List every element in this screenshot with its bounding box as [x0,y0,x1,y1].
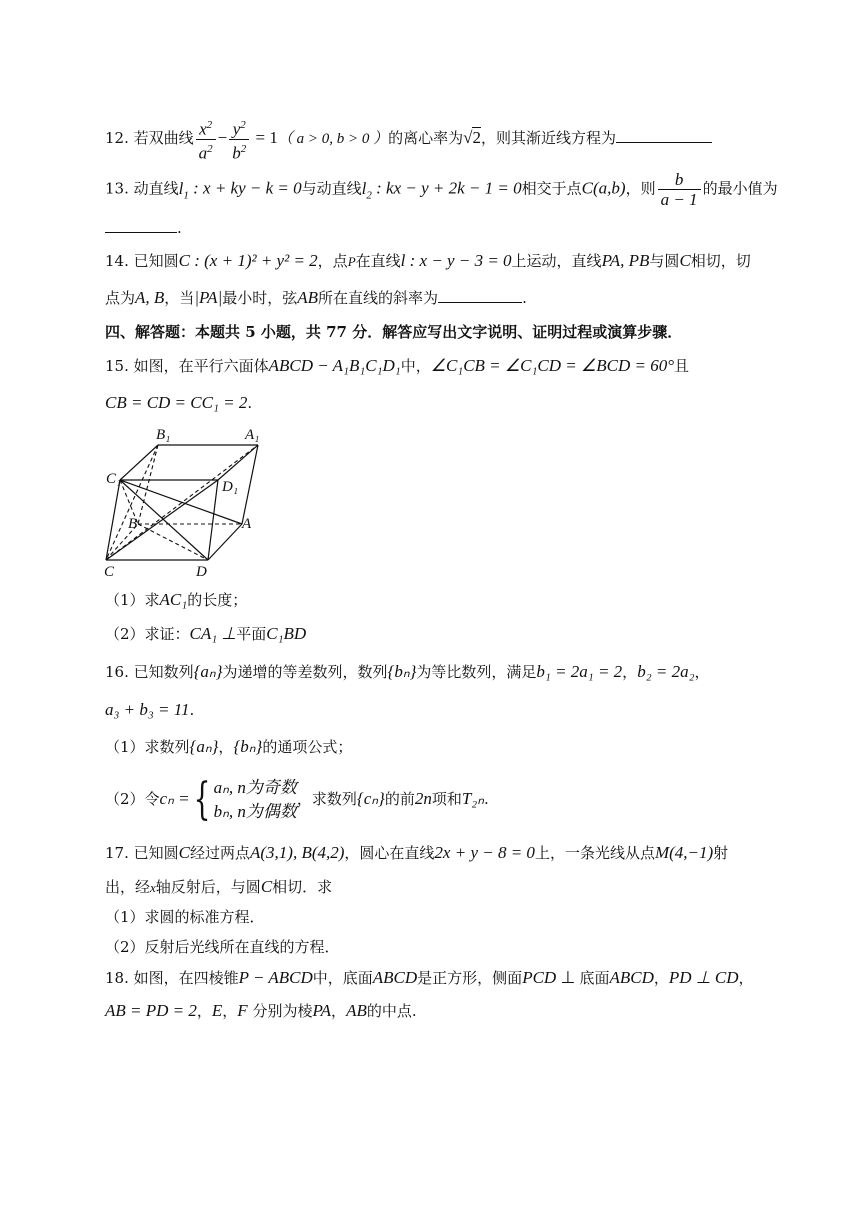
q12-condition: （ a > 0, b > 0 ） [277,131,389,148]
q16-sub2-text-d: 项和 [431,790,462,808]
q18-e: E [211,1001,223,1020]
diag-b1-c [106,445,158,560]
q17-text-2b: 轴反射后，与圆 [155,878,261,896]
q18-ab: AB [346,1001,367,1020]
q18-comma2: ， [738,969,754,987]
q17-points: A(3,1), B(4,2) [249,843,345,862]
q17-text-2a: 出，经 [105,878,151,896]
q17-text-d: 上，一条光线从点 [534,844,655,862]
q13-answer-blank[interactable] [105,218,177,233]
q13-l1: $l_1$ [178,178,189,201]
q14-line-eq: l : x − y − 3 = 0 [400,251,512,270]
q16-t2n: T₂ₙ [461,789,484,808]
q16-comma: ， [622,663,638,681]
q16-cond1: b₁ = 2a₁ = 2 [536,662,623,681]
q18-abcd: ABCD [372,968,418,987]
q18-lengths: AB = PD = 2 [105,1001,197,1020]
q16-an: {aₙ} [193,662,223,681]
q14-text-f: 相切，切 [690,252,751,270]
q13-text-e: 的最小值为 [702,179,778,198]
q14-text-b: ，点 [317,252,348,270]
q18-pcd: PCD [522,968,557,987]
q17-c: C [178,843,190,862]
q17-c2: C [260,877,273,896]
q15-line2 [105,393,252,413]
diag-c-d1 [106,480,218,560]
q18-line2 [105,1001,417,1021]
q18-text-c: 是正方形，侧面 [417,969,523,987]
q13-l1-eq: : x + ky − k = 0 [188,178,302,198]
q17-line1 [105,843,728,863]
q15-line1 [105,356,689,376]
q13-number: 13. [105,179,134,198]
q18-line1 [105,968,754,988]
q14-ab: A, B [135,288,165,307]
q13-end: . [177,219,182,237]
label-a1: A₁ [245,427,260,443]
q18-abcd2: ABCD [609,968,654,987]
q17-line-eq: 2x + y − 8 = 0 [434,843,535,862]
q15-angles: ∠C₁CB = ∠C₁CD = ∠BCD = 60° [430,356,674,375]
q16-case1: aₙ, n为奇数 [213,778,297,797]
q18-pd-cd: PD ⊥ CD [668,968,739,987]
q15-solid: ABCD − A₁B₁C₁D₁ [268,356,401,375]
q13-text-a: 动直线 [133,179,179,198]
q13-text-b: 与动直线 [301,179,362,198]
q12-answer-blank[interactable] [616,128,712,143]
q17-sub1: （1）求圆的标准方程． [105,908,265,926]
q12-frac-x: $\frac{x^2}{a^2}$ [196,116,216,162]
q12-sqrt-value: 2 [472,128,481,148]
q15-sub2-math2: C₁BD [266,624,307,643]
q16-text-c: 为等比数列，满足 [416,663,537,681]
q15-sub1-text-a: （1）求 [105,591,160,609]
label-b1: B₁ [156,427,171,443]
q14-line2 [105,288,527,308]
q18-text-d: 底面 [579,969,610,987]
q18-perp: ⊥ [556,968,580,987]
q15-line2-end: . [247,394,253,412]
q14-ab2: AB [297,288,319,307]
q14-text-d: 上运动，直线 [511,252,602,270]
q18-text-b: 中，底面 [312,969,373,987]
q15-text-b: 中， [400,357,431,375]
q17-text-2c: 相切．求 [272,878,333,896]
q14-text-a: 已知圆 [133,252,179,270]
q17-m: M(4,−1) [654,843,714,862]
q14-line1 [105,251,751,272]
q15-sub2-text-a: （2）求证： [105,625,190,643]
parallelepiped-figure [100,422,270,582]
label-c: C [104,564,115,580]
q14-text-2d: 所在直线的斜率为 [318,289,439,307]
q15-text-a: 15. 如图，在平行六面体 [105,357,269,375]
q14-text-2a: 点为 [105,289,136,307]
q17-x: x [150,880,156,895]
q18-text-2f: 的中点. [366,1002,417,1020]
q14-text-c: 在直线 [355,252,401,270]
q16-sub2-end: . [483,790,489,808]
q12-text-post: ，则其渐近线方程为 [480,129,616,148]
q16-sub2-text-a: （2）令 [105,790,160,808]
q16-sub1-an: {aₙ} [189,737,219,756]
q16-text-b: 为递增的等差数列，数列 [222,663,388,681]
q15-sub1-math: AC₁ [159,590,188,609]
q13-frac-den: a − 1 [660,190,698,209]
q15-sub2-math1: CA₁ ⊥ [189,624,237,643]
q16-cond2: b₂ = 2a₂ [637,662,695,681]
q13-line2 [105,218,182,238]
q12-number: 12. [105,129,134,148]
q18-text-2e: ， [331,1002,347,1020]
q16-sub2 [105,776,489,824]
label-b: B [128,516,138,532]
section-4-heading: 四、解答题：本题共 5 小题，共 77 分．解答应写出文字说明、证明过程或演算步骤． [105,323,683,341]
q16-cn-set: {cₙ} [356,789,385,808]
q16-bn: {bₙ} [387,662,417,681]
edge-c1-b1 [120,445,158,480]
q14-answer-blank[interactable] [438,288,522,303]
q16-cases [214,776,297,824]
q13-text-c: 相交于点 [521,179,582,198]
q17-sub2: （2）反射后光线所在直线的方程． [105,938,340,956]
q18-comma: ， [653,969,669,987]
edge-c1-c [106,480,120,560]
q16-sub1-text-c: 的通项公式； [262,738,353,756]
q13-frac-num: b [658,170,701,190]
q14-pa-abs: |PA| [194,288,223,307]
q12-line: 12. 若双曲线 $\frac{x^2}{a^2}$ − $\frac{y^2}{b^2}$ = 1（ a > 0, b > 0 ）的离心率为√2，则其渐近线方程为 [105,116,712,162]
q13-l2-eq: : kx − y + 2k − 1 = 0 [371,178,522,198]
q17-text-b: 经过两点 [189,844,250,862]
q18-text-2d: 分别为棱 [247,1002,313,1020]
q13-l2: $l_2$ [361,178,372,201]
q16-cn-def: cₙ = [159,789,190,808]
q15-sub2 [105,624,306,644]
q16-comma2: ， [694,663,710,681]
q18-pyramid: P − ABCD [238,968,313,987]
q16-sub1-bn: {bₙ} [233,737,263,756]
q16-cond3: a₃ + b₃ = 11 [105,700,190,719]
label-d: D [196,564,207,580]
q15-sub2-text-b: 平面 [236,625,267,643]
q17-text-e: 射 [713,844,729,862]
q18-text-a: 18. 如图，在四棱锥 [105,969,239,987]
q14-text-2c: 最小时，弦 [222,289,298,307]
q17-text-c: ，圆心在直线 [344,844,435,862]
q12-text-mid: 的离心率为 [388,129,464,148]
q14-number: 14. [105,252,134,270]
q15-sub1 [105,590,247,610]
q13-line1 [105,170,778,209]
q14-circle-eq: C : (x + 1)² + y² = 2 [178,251,318,270]
q13-point: C(a,b) [581,178,626,198]
q12-eq-tail: = 1 [251,128,278,148]
q12-text-pre: 若双曲线 [133,129,194,148]
q16-sub1 [105,737,352,757]
q14-text-2b: ，当 [164,289,195,307]
q15-sub1-text-b: 的长度； [187,591,248,609]
label-a: A [242,516,252,532]
q18-text-2b: ， [196,1002,212,1020]
edge-d-a [208,524,242,560]
q14-end: . [522,289,527,307]
label-c1: C₁ [106,471,122,487]
label-d1: D₁ [222,479,239,495]
q12-sqrt: √2 [463,128,481,148]
q14-c: C [679,251,691,270]
q14-text-e: 与圆 [649,252,680,270]
q16-line1 [105,662,710,682]
q16-brace: { [193,774,210,825]
q15-text-c: 且 [674,357,690,375]
q18-pa: PA [312,1001,332,1020]
q16-case2: bₙ, n为偶数 [213,802,297,821]
q16-line2 [105,700,194,720]
q15-lengths: CB = CD = CC₁ = 2 [105,393,248,412]
q16-sub2-text-b: ，求数列 [296,790,357,808]
q13-text-d: ，则 [625,179,656,198]
q17-line2 [105,877,332,898]
q14-p: P [347,254,356,269]
q16-sub2-text-c: 的前 [384,790,415,808]
q17-text-a: 17. 已知圆 [105,844,179,862]
q16-sub1-text-b: ， [218,738,234,756]
q16-sub1-text-a: （1）求数列 [105,738,190,756]
q12-frac-y: $\frac{y^2}{b^2}$ [229,116,249,162]
edge-d1-d [208,480,218,560]
q16-text-a: 16. 已知数列 [105,663,194,681]
q14-papb: PA, PB [601,251,650,270]
q13-fraction [658,170,701,209]
q18-text-2c: ， [222,1002,238,1020]
q16-line2-end: . [189,701,195,719]
q16-2n: 2n [414,789,432,808]
q18-f: F [237,1001,248,1020]
